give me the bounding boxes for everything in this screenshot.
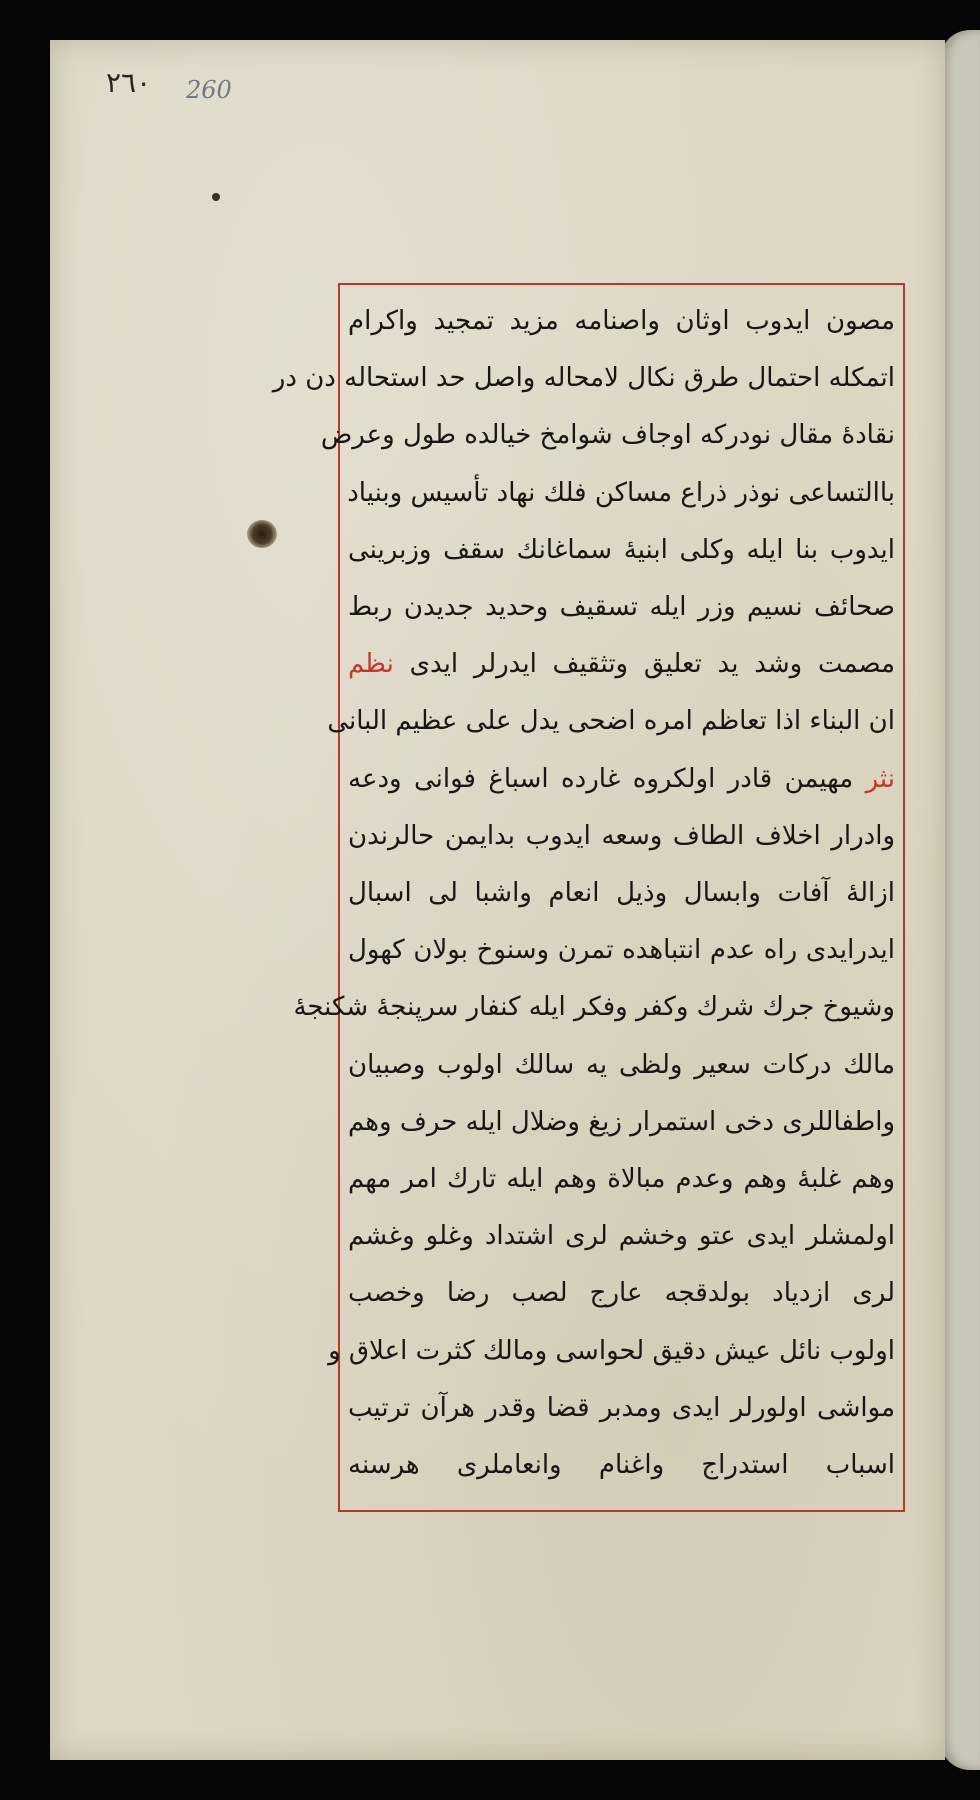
text-line xyxy=(328,1326,895,1376)
text-line-content: ایدرایدی راه عدم انتباهده تمرن وسنوخ بولان کهول xyxy=(348,935,895,966)
text-line xyxy=(348,582,895,632)
adjacent-page-edge xyxy=(940,30,980,1770)
text-line xyxy=(348,1268,895,1318)
text-line-content: نقادهٔ مقال نودرکه اوجاف شوامخ خیالده طول وعرض xyxy=(320,420,895,451)
text-line xyxy=(348,525,895,575)
text-line xyxy=(327,696,895,746)
text-line xyxy=(348,1383,895,1433)
text-line-content: وشیوخ جرك شرك وکفر وفکر ایله کنفار سرپنجهٔ شکنجهٔ xyxy=(293,992,895,1023)
ink-dot xyxy=(212,193,220,201)
text-line xyxy=(348,1097,895,1147)
text-line-content: وهم غلبهٔ وهم وعدم مبالاة وهم ایله تارك امر مهم xyxy=(348,1164,895,1194)
text-line-content: صحائف نسیم وزر ایله تسقیف وحدید جدیدن ربط xyxy=(348,592,895,622)
text-line-content: باالتساعی نوذر ذراع مساکن فلك نهاد تأسیس وبنیاد xyxy=(347,477,895,508)
text-line-content: وادرار اخلاف الطاف وسعه ایدوب بدایمن حالرندن xyxy=(348,820,895,851)
rubric-marker: نظم xyxy=(348,649,394,680)
text-line-content: ازالهٔ آفات وابسال وذیل انعام واشبا لی اسبال xyxy=(348,878,895,908)
text-line-content: اسباب استدراج واغنام وانعاملری هرسنه xyxy=(348,1450,895,1480)
text-line xyxy=(348,1440,895,1490)
text-line xyxy=(320,410,895,460)
text-line-content: اولوب نائل عیش دقیق لحواسی ومالك کثرت اعلاق و xyxy=(328,1335,895,1366)
text-line-content: مالك درکات سعیر ولظی یه سالك اولوب وصبیان xyxy=(348,1049,895,1080)
text-line xyxy=(348,1040,895,1090)
text-line xyxy=(348,754,895,804)
text-line-content: ایدوب بنا ایله وکلی ابنیهٔ سماغانك سقف وزبرینی xyxy=(348,534,895,565)
text-line-content: اتمکله احتمال طرق نکال لامحاله واصل حد استحاله دن در xyxy=(272,363,895,394)
folio-number-arabic: ٢٦٠ xyxy=(106,66,152,99)
text-line xyxy=(348,639,895,689)
text-line-content: واطفاللری دخی استمرار زیغ وضلال ایله حرف وهم xyxy=(348,1106,895,1137)
text-line xyxy=(348,925,895,975)
text-line xyxy=(348,811,895,861)
text-line-content: مصمت وشد ید تعلیق وتثقیف ایدرلر ایدی xyxy=(409,649,895,680)
text-line xyxy=(348,468,895,518)
text-line xyxy=(348,1154,895,1204)
text-line xyxy=(293,982,895,1032)
text-line xyxy=(272,353,895,403)
text-line-content: مواشی اولورلر ایدی ومدبر قضا وقدر هرآن ترتیب xyxy=(348,1392,895,1423)
text-line xyxy=(348,296,895,346)
folio-number-pencil: 260 xyxy=(186,76,232,104)
rubric-marker: نثر xyxy=(865,763,895,794)
text-line xyxy=(348,868,895,918)
text-line-content: اولمشلر ایدی عتو وخشم لری اشتداد وغلو وغشم xyxy=(348,1221,895,1252)
text-line-content: مصون ایدوب اوثان واصنامه مزید تمجید واکرام xyxy=(348,306,895,336)
ink-blot xyxy=(247,520,277,548)
text-line xyxy=(348,1211,895,1261)
text-line-content: لری ازدیاد بولدقجه عارج لصب رضا وخصب xyxy=(348,1278,895,1309)
text-line-content: ان البناء اذا تعاظم امره اضحی یدل علی عظیم البانی xyxy=(327,706,895,737)
text-line-content: مهیمن قادر اولکروه غارده اسباغ فوانی ودعه xyxy=(348,763,854,794)
main-text-block xyxy=(272,296,895,1496)
